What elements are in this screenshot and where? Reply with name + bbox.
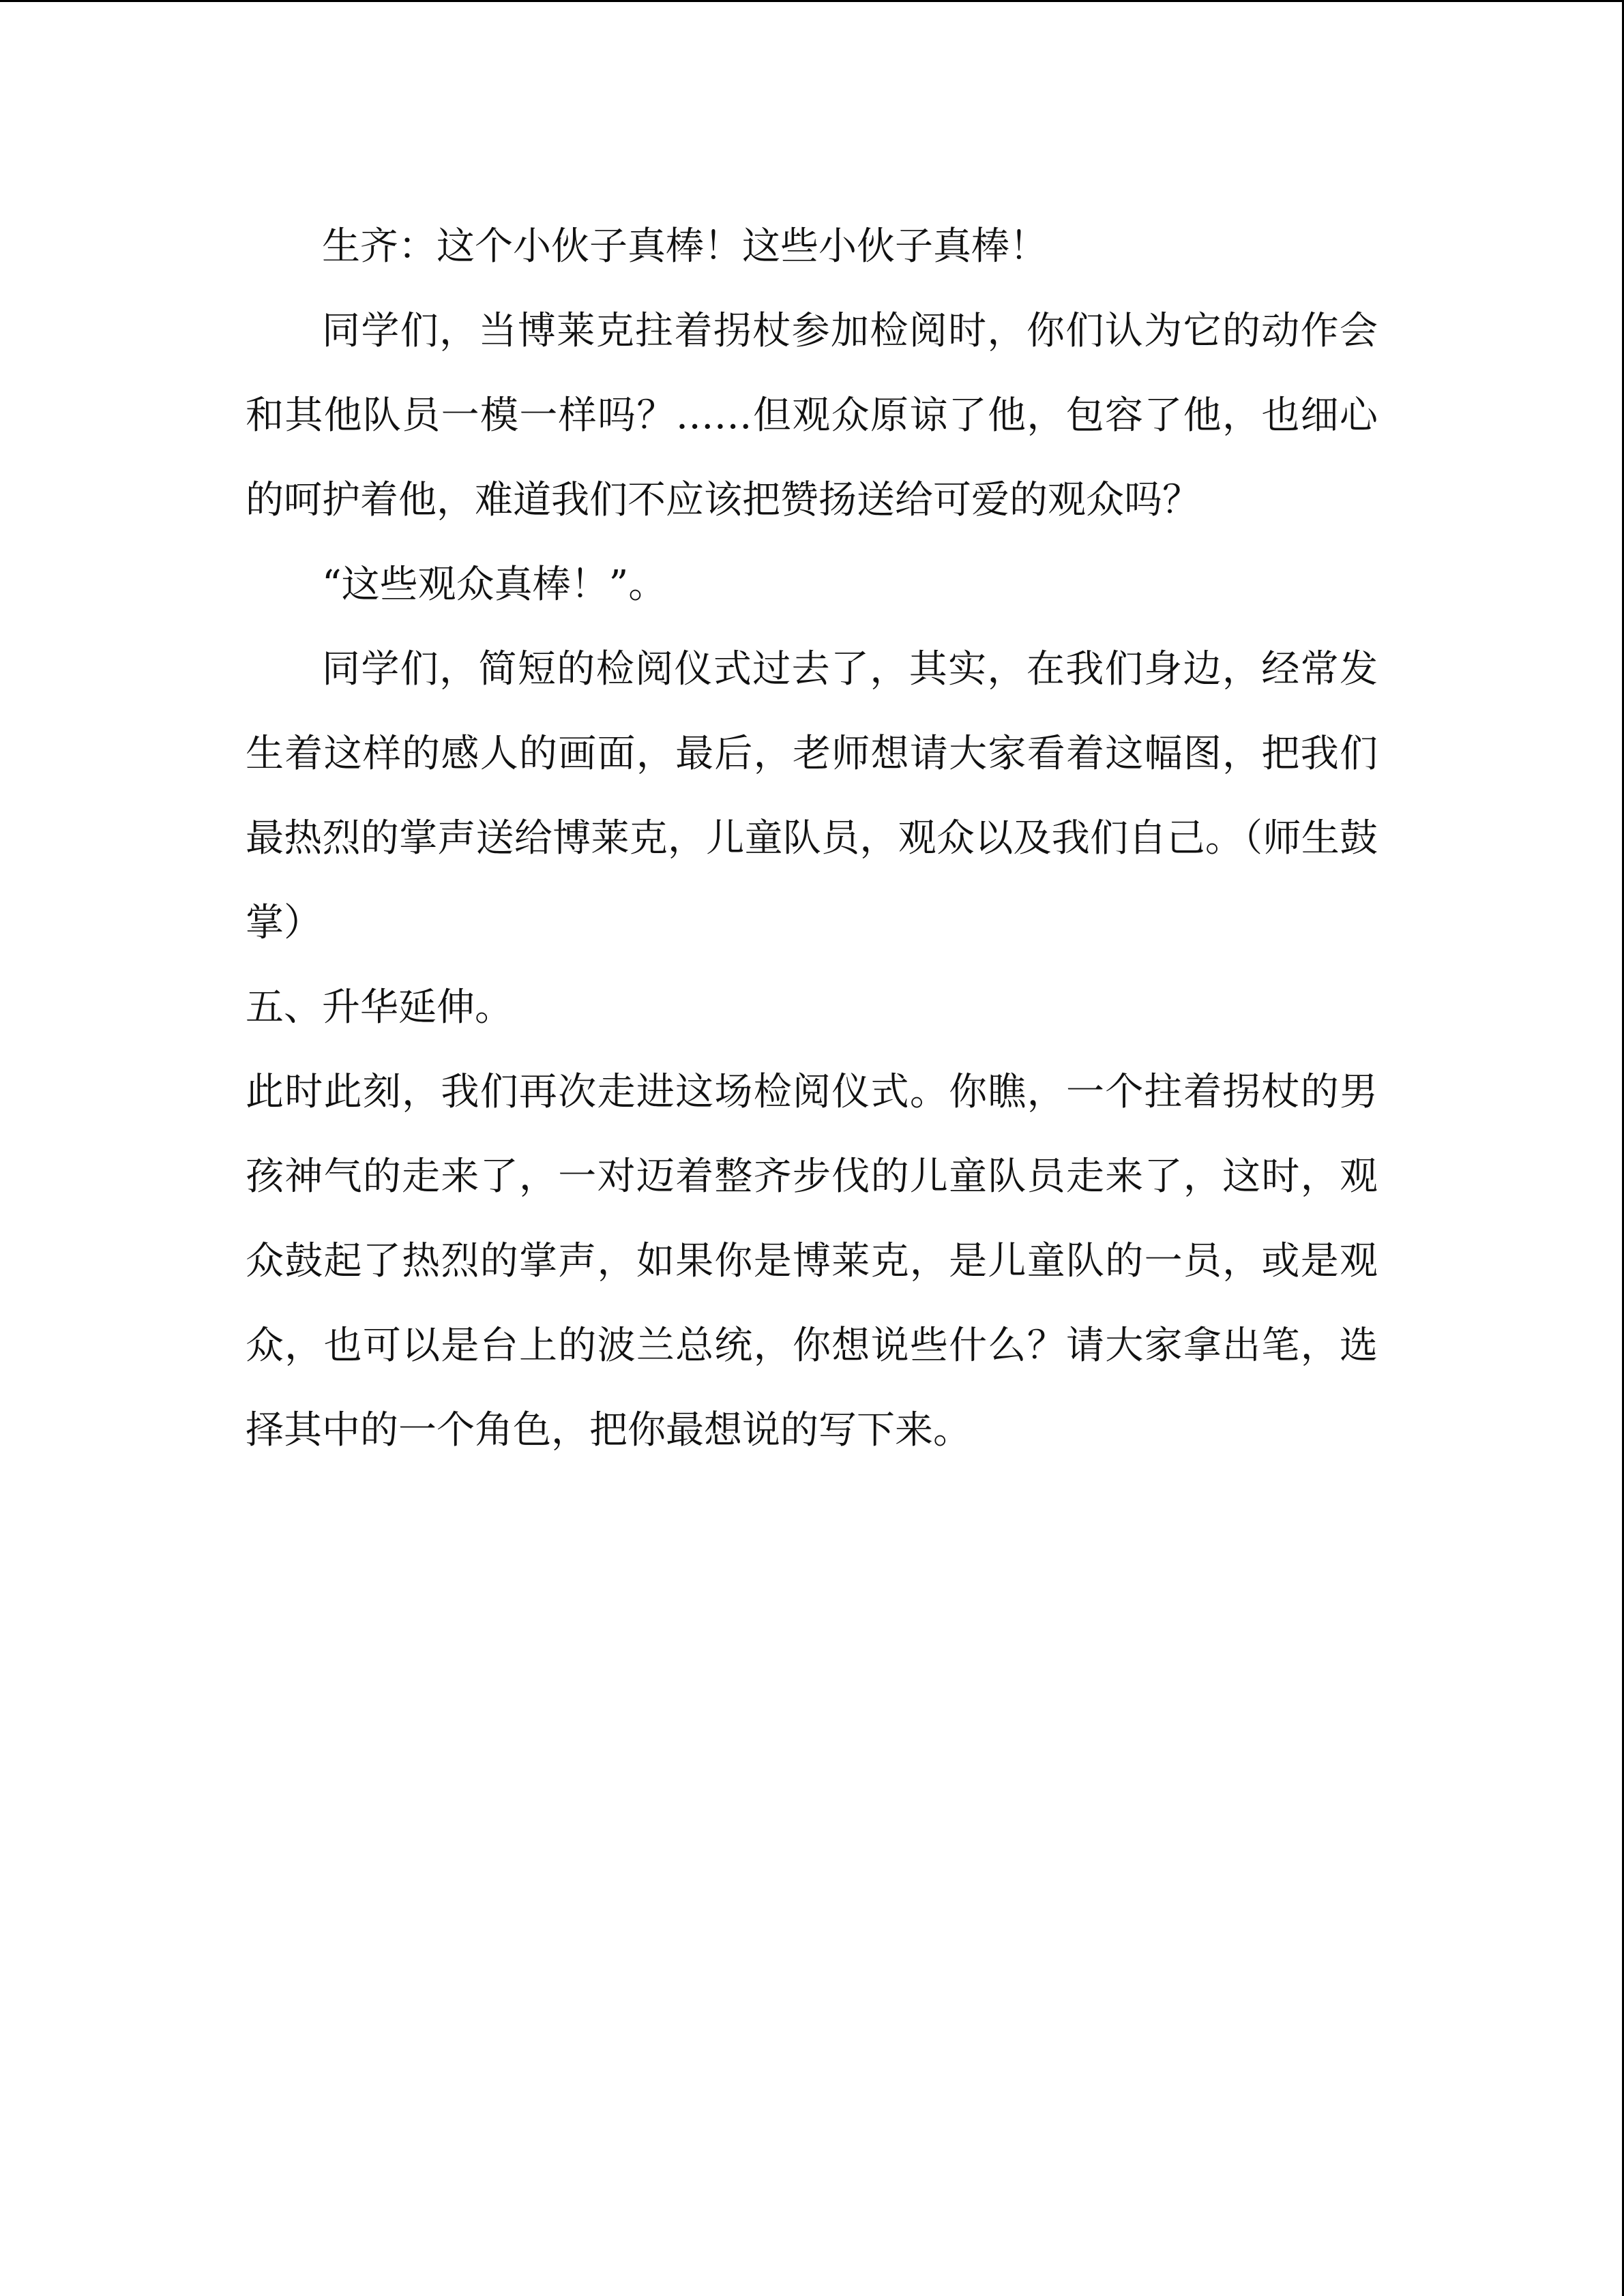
- paragraph-1: 生齐：这个小伙子真棒！这些小伙子真棒！: [322, 224, 1048, 269]
- paragraph-6: 此时此刻，我们再次走进这场检阅仪式。你瞧，一个拄着拐杖的男孩神气的走来了，一对迈着整齐步伐的儿童队员走来了，这时，观众鼓起了热烈的掌声，如果你是博莱克，是儿童队的一员，或是观众，也可以是台上的波兰总统，你想说些什么？请大家拿出笔，选择其中的一个角色，把你最想说的写下来。: [246, 1070, 1378, 1452]
- page-top-border: [0, 0, 1624, 2]
- section-heading: 五、升华延伸。: [246, 985, 513, 1030]
- paragraph-3: “这些观众真棒！”。: [322, 563, 667, 607]
- document-body: [246, 205, 1378, 1473]
- paragraph-4: 同学们，简短的检阅仪式过去了，其实，在我们身边，经常发生着这样的感人的画面，最后，老师想请大家看着这幅图，把我们最热烈的掌声送给博莱克，儿童队员，观众以及我们自己。（师生鼓掌）: [246, 647, 1378, 945]
- paragraph-2: 同学们，当博莱克拄着拐杖参加检阅时，你们认为它的动作会和其他队员一模一样吗？……但观众原谅了他，包容了他，也细心的呵护着他，难道我们不应该把赞扬送给可爱的观众吗？: [246, 309, 1378, 522]
